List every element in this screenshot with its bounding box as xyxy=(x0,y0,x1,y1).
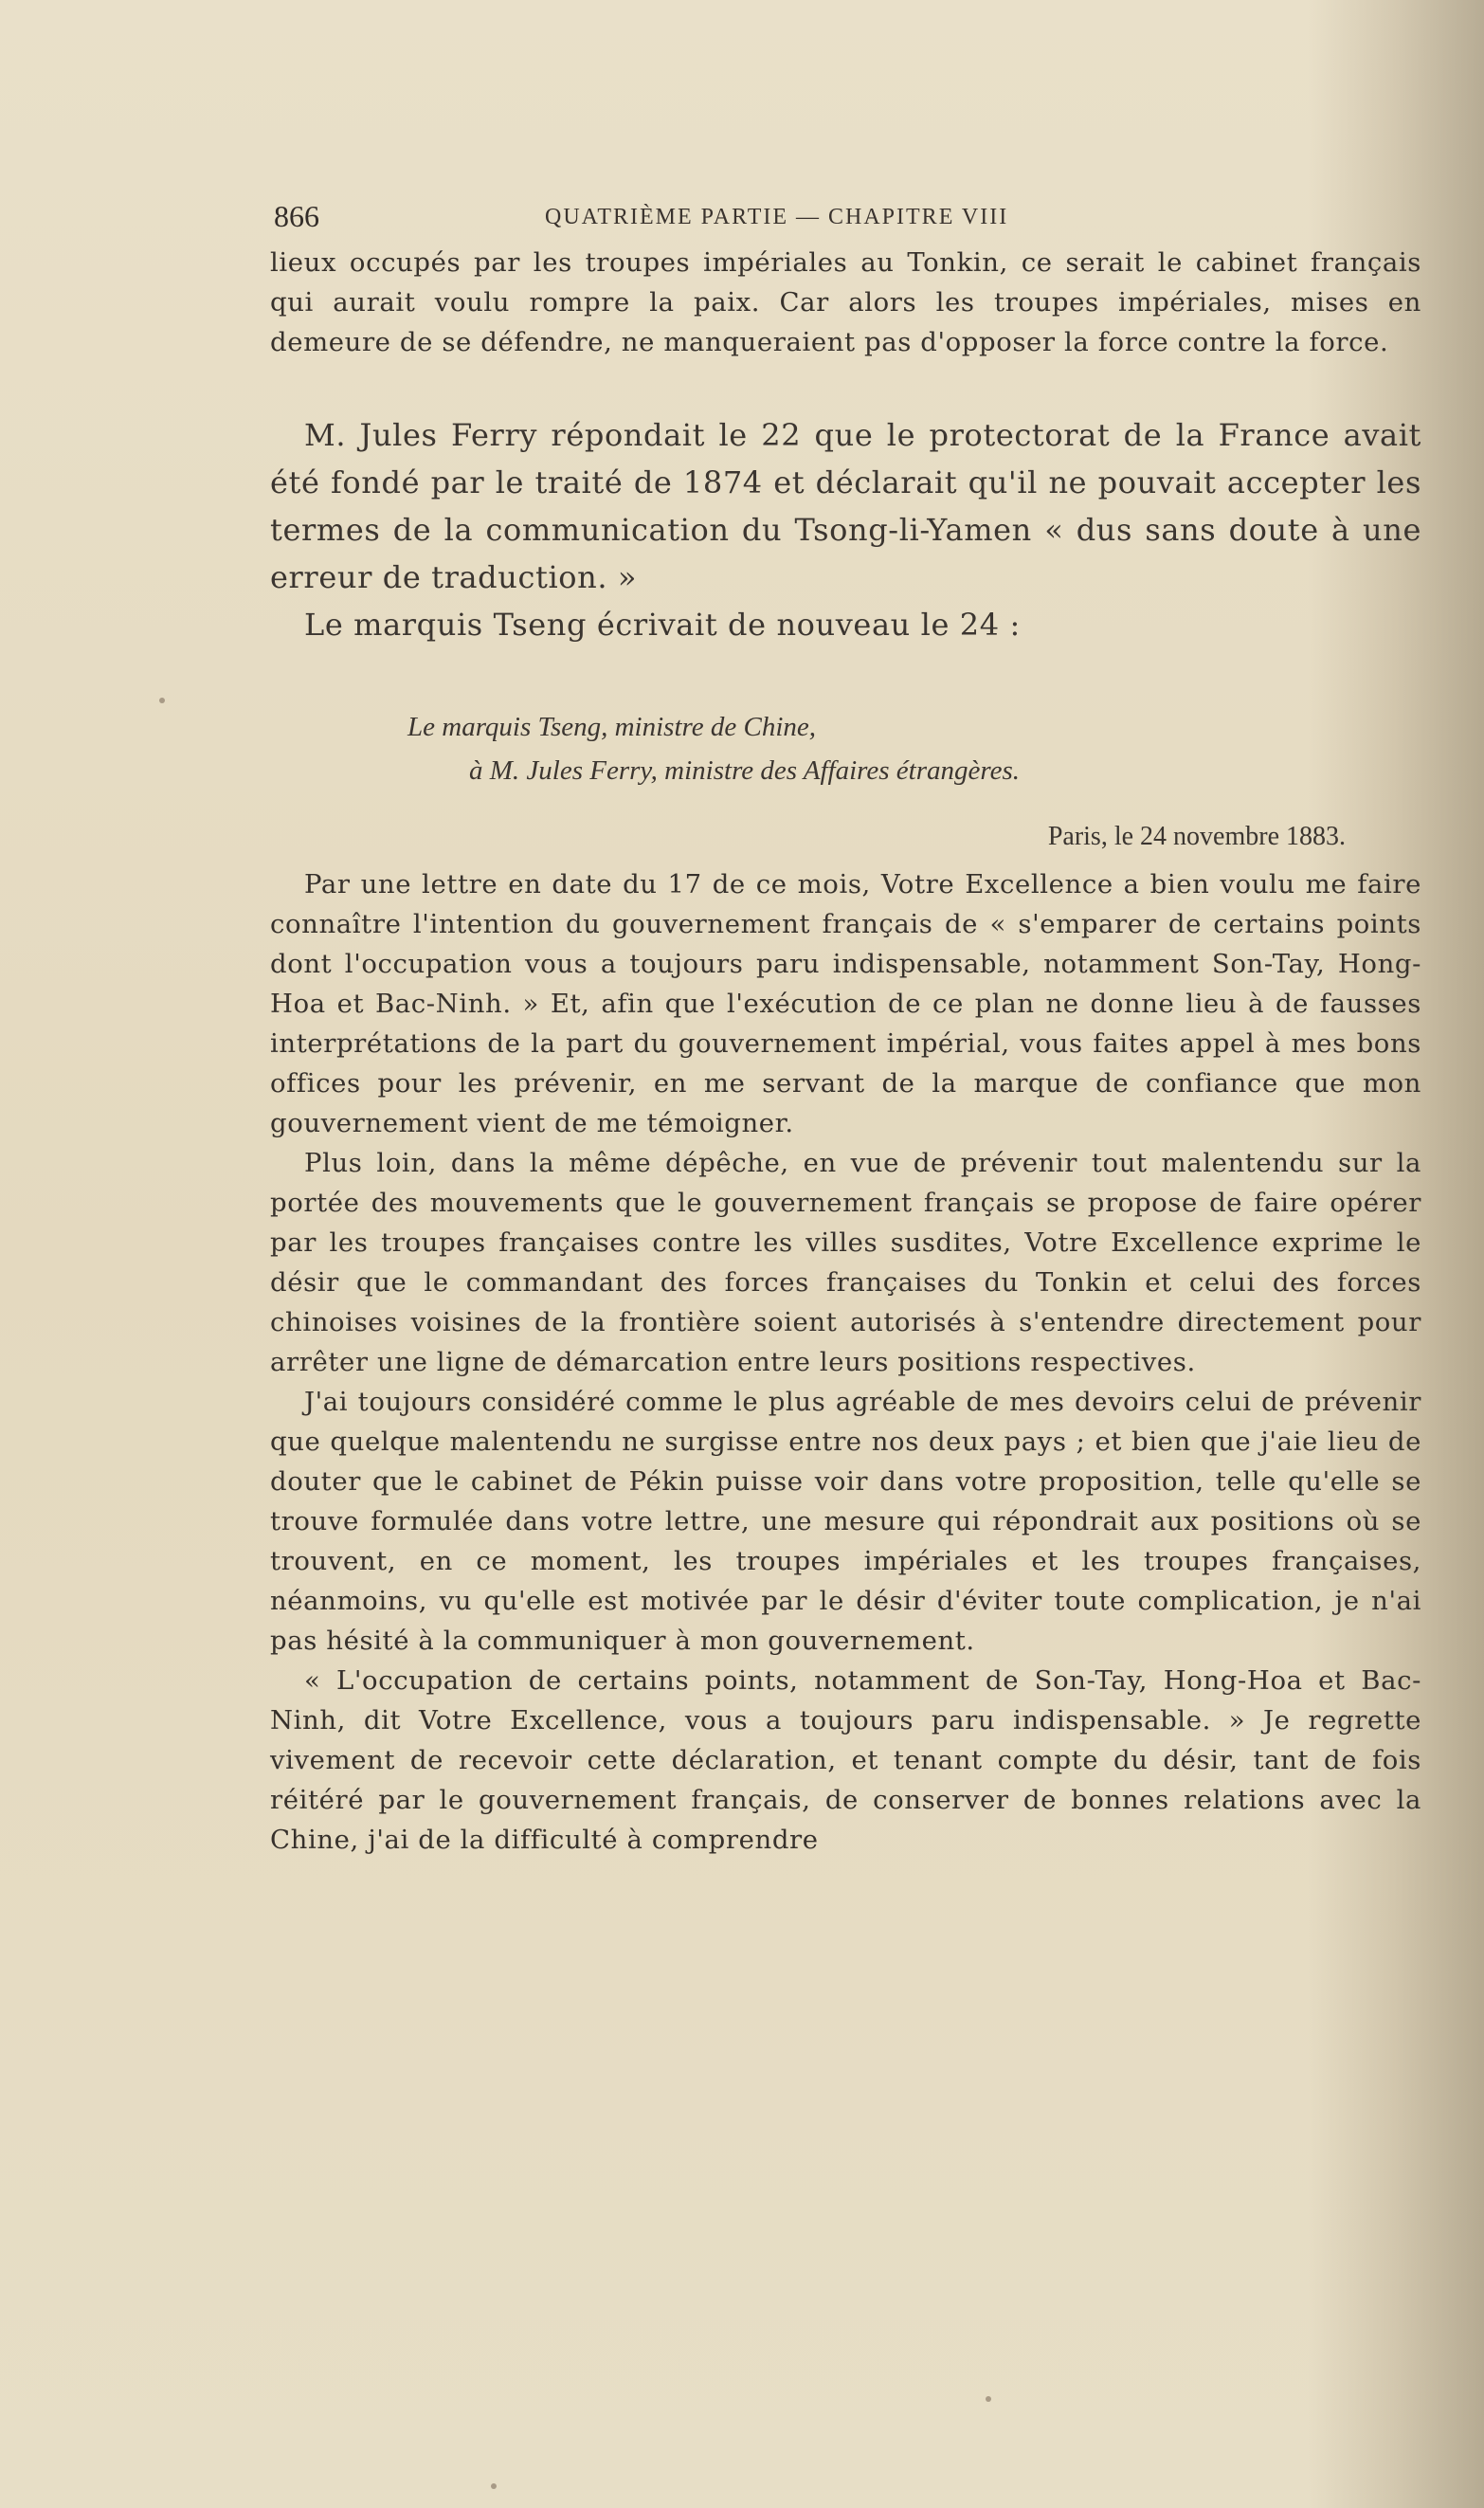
page-speck xyxy=(491,2483,497,2489)
page-content xyxy=(270,199,1421,1860)
letter-paragraph-3: J'ai toujours considéré comme le plus agréable de mes devoirs celui de prévenir que quelque malentendu ne surgisse entre nos deux pays ; et bien que j'aie lieu de douter que le cabinet de Pékin puisse voir dans votre proposition, telle qu'elle se trouve formulée dans votre lettre, une mesure qui répondrait aux positions où se trouvent, en ce moment, les troupes impériales et les troupes françaises, néanmoins, vu qu'elle est motivée par le désir d'éviter toute complication, je n'ai pas hésité à la communiquer à mon gouvernement. xyxy=(270,1387,1421,1656)
letter-paragraph-4: « L'occupation de certains points, notamment de Son-Tay, Hong-Hoa et Bac-Ninh, dit Votre Excellence, vous a toujours paru indispensable. » Je regrette vivement de recevoir cette déclaration, et tenant compte du désir, tant de fois réitéré par le gouvernement français, de conserver de bonnes relations avec la Chine, j'ai de la difficulté à comprendre xyxy=(270,1665,1421,1855)
letter-address-line-2: à M. Jules Ferry, ministre des Affaires étrangères. xyxy=(469,755,1020,786)
page-header xyxy=(270,199,1421,243)
page-speck xyxy=(986,2396,991,2402)
letter-dateline: Paris, le 24 novembre 1883. xyxy=(1047,822,1346,851)
running-head: QUATRIÈME PARTIE — CHAPITRE VIII xyxy=(545,205,1009,229)
paragraph-ferry-reply: M. Jules Ferry répondait le 22 que le protectorat de la France avait été fondé par le traité de 1874 et déclarait qu'il ne pouvait accepter les termes de la communication du Tsong-li-Yamen « dus sans doute à une erreur de traduction. » xyxy=(270,417,1421,595)
page-number: 866 xyxy=(274,199,319,233)
paragraph-continuation: lieux occupés par les troupes impériales au Tonkin, ce serait le cabinet français qui aurait voulu rompre la paix. Car alors les troupes impériales, mises en demeure de se défendre, ne manqueraient pas d'opposer la force contre la force. xyxy=(270,247,1421,357)
letter-address-line-1: Le marquis Tseng, ministre de Chine, xyxy=(407,712,816,742)
paragraph-tseng-intro: Le marquis Tseng écrivait de nouveau le 24 : xyxy=(304,607,1021,643)
page-speck xyxy=(159,698,165,703)
letter-paragraph-2: Plus loin, dans la même dépêche, en vue de prévenir tout malentendu sur la portée des mouvements que le gouvernement français se propose de faire opérer par les troupes françaises contre les villes susdites, Votre Excellence exprime le désir que le commandant des forces françaises du Tonkin et celui des forces chinoises voisines de la frontière soient autorisés à s'entendre directement pour arrêter une ligne de démarcation entre leurs positions respectives. xyxy=(270,1148,1421,1377)
section-gap xyxy=(270,362,1421,411)
letter-paragraph-1: Par une lettre en date du 17 de ce mois, Votre Excellence a bien voulu me faire connaître l'intention du gouvernement français de « s'emparer de certains points dont l'occupation vous a toujours paru indispensable, notamment Son-Tay, Hong-Hoa et Bac-Ninh. » Et, afin que l'exécution de ce plan ne donne lieu à de fausses interprétations de la part du gouvernement impérial, vous faites appel à mes bons offices pour les prévenir, en me servant de la marque de confiance que mon gouvernement vient de me témoigner. xyxy=(270,869,1421,1138)
